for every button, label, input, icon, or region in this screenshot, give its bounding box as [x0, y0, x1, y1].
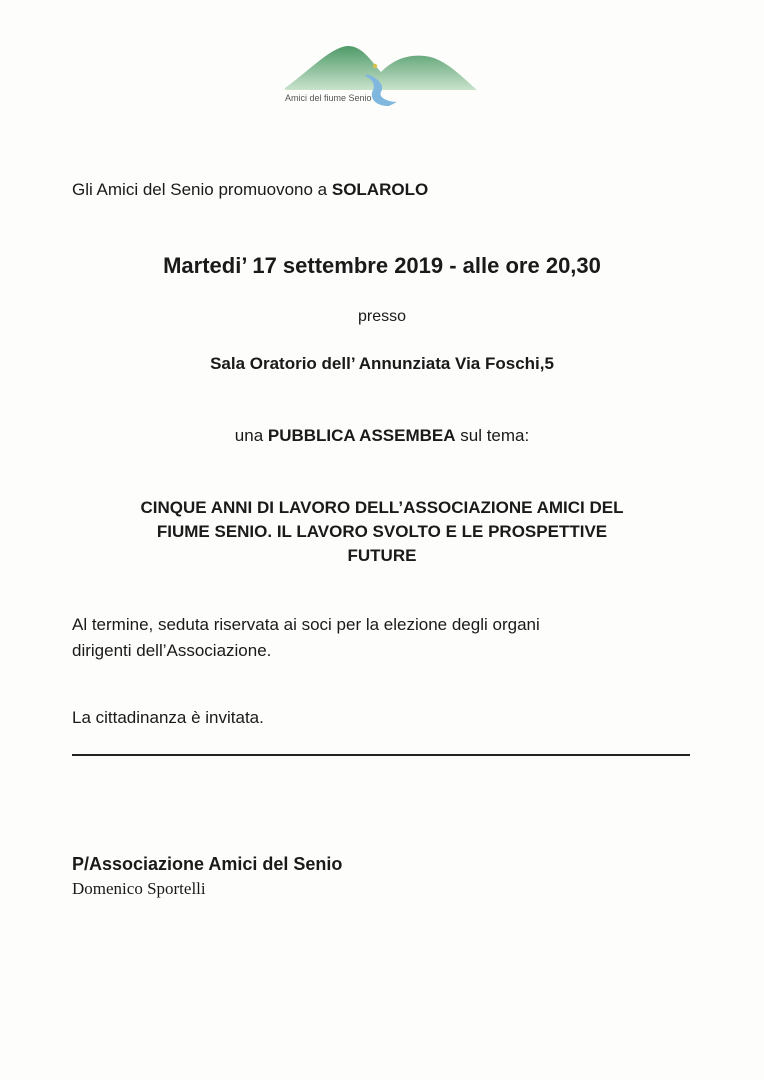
logo-caption: Amici del fiume Senio: [285, 93, 372, 103]
association-logo: [285, 40, 485, 115]
invitation-text: La cittadinanza è invitata.: [72, 708, 264, 727]
signature-name: Domenico Sportelli: [72, 879, 206, 898]
horizontal-divider: [72, 754, 690, 756]
assembly-line: [0, 426, 764, 446]
presso-label: presso: [357, 308, 407, 325]
assembly-topic: [70, 496, 694, 568]
topic-line: FIUME SENIO. IL LAVORO SVOLTO E LE PROSPETTIVE: [156, 522, 608, 541]
note-line: Al termine, seduta riservata ai soci per la elezione degli organi: [72, 615, 540, 634]
town-name: SOLAROLO: [331, 180, 429, 199]
event-venue: Sala Oratorio dell’ Annunziata Via Foschi,5: [210, 354, 554, 373]
assembly-type: PUBBLICA ASSEMBEA: [267, 426, 456, 445]
assembly-prefix: una: [234, 426, 268, 445]
topic-line: FUTURE: [347, 546, 417, 565]
intro-text: Gli Amici del Senio promuovono a: [72, 180, 332, 199]
intro-line: [72, 180, 428, 200]
closing-note: [72, 612, 672, 664]
note-line: dirigenti dell’Associazione.: [72, 641, 272, 660]
signature-organization: P/Associazione Amici del Senio: [72, 854, 343, 874]
event-date-line: Martedi’ 17 settembre 2019 - alle ore 20,30: [163, 253, 601, 278]
assembly-suffix: sul tema:: [455, 426, 530, 445]
topic-line: CINQUE ANNI DI LAVORO DELL’ASSOCIAZIONE AMICI DEL: [140, 498, 624, 517]
